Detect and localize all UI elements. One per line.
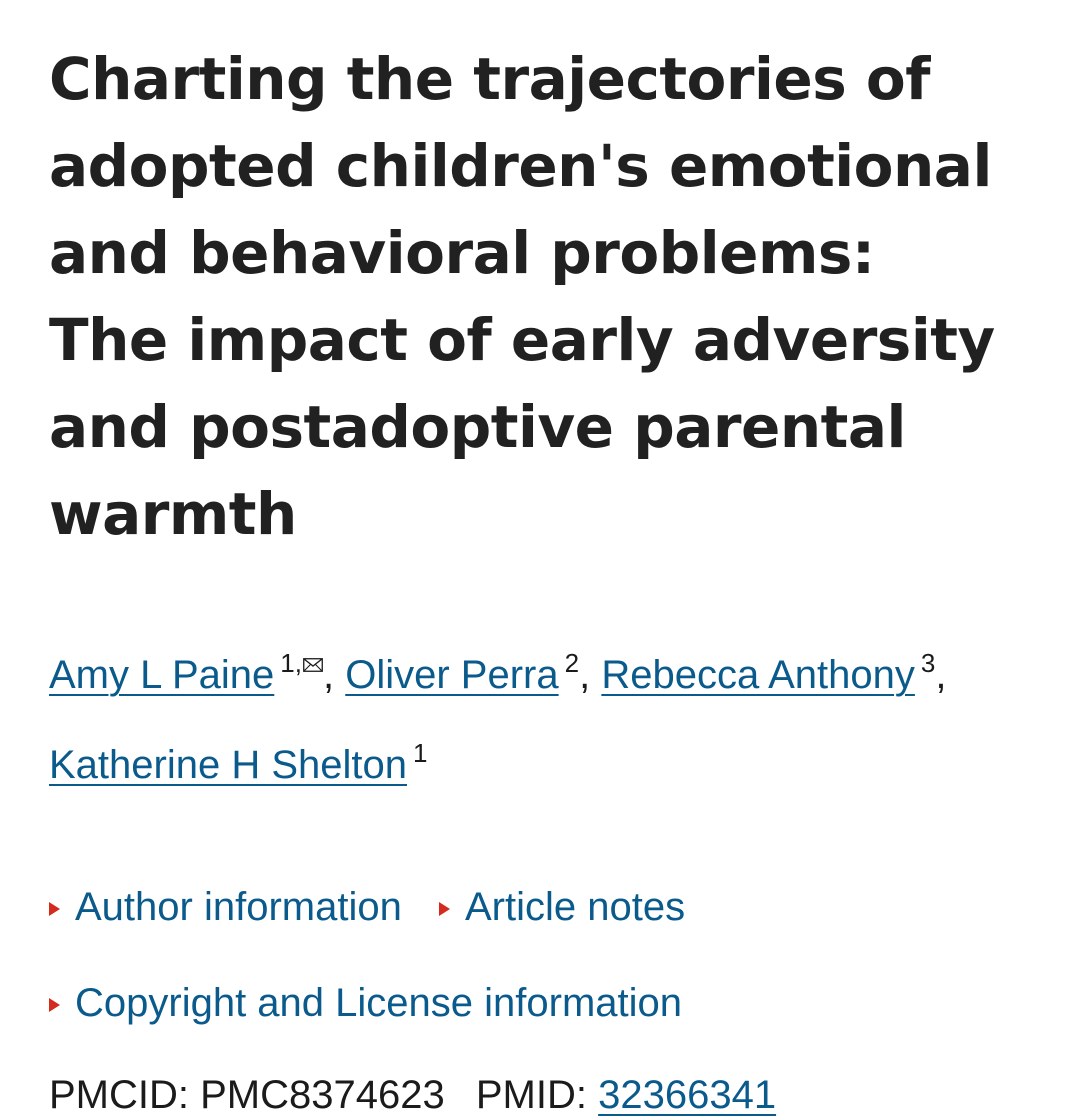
author-affiliation: 3 (920, 648, 936, 678)
author-separator: , (935, 653, 947, 697)
author-information-label: Author information (75, 885, 402, 929)
author-affiliation: 1, (280, 648, 302, 678)
pmcid-value: PMC8374623 (200, 1073, 445, 1117)
expander-row (49, 973, 1049, 1027)
author-separator: , (322, 653, 335, 697)
author-link-oliver-perra[interactable]: Oliver Perra (345, 653, 559, 697)
author-affiliation: 2 (564, 648, 580, 678)
author-affiliation: 1 (413, 738, 428, 768)
triangle-right-icon (49, 998, 60, 1012)
expander-row (49, 877, 1049, 931)
author-link-amy-l-paine[interactable]: Amy L Paine (49, 653, 275, 697)
pmid-label: PMID: (475, 1073, 587, 1117)
author-list (49, 630, 1039, 810)
article-notes-label: Article notes (464, 885, 686, 929)
author-link-katherine-h-shelton[interactable]: Katherine H Shelton (49, 743, 408, 787)
pmid-link[interactable]: 32366341 (598, 1073, 777, 1117)
article-title: Charting the trajectories of adopted children's emotional and behavioral problems: The impact of early adversity and postadoptive parental warmth (49, 45, 995, 548)
article-identifiers (49, 1071, 1049, 1119)
author-information-toggle[interactable] (49, 883, 402, 931)
pmcid-label: PMCID: (49, 1073, 189, 1117)
triangle-right-icon (49, 902, 60, 916)
article-notes-toggle[interactable] (439, 883, 685, 931)
author-link-rebecca-anthony[interactable]: Rebecca Anthony (601, 653, 915, 697)
envelope-icon[interactable] (303, 658, 323, 672)
copyright-license-toggle[interactable] (49, 979, 682, 1027)
article-header (49, 36, 1049, 1119)
author-separator: , (579, 653, 591, 697)
triangle-right-icon (439, 902, 450, 916)
copyright-license-label: Copyright and License information (75, 981, 683, 1025)
